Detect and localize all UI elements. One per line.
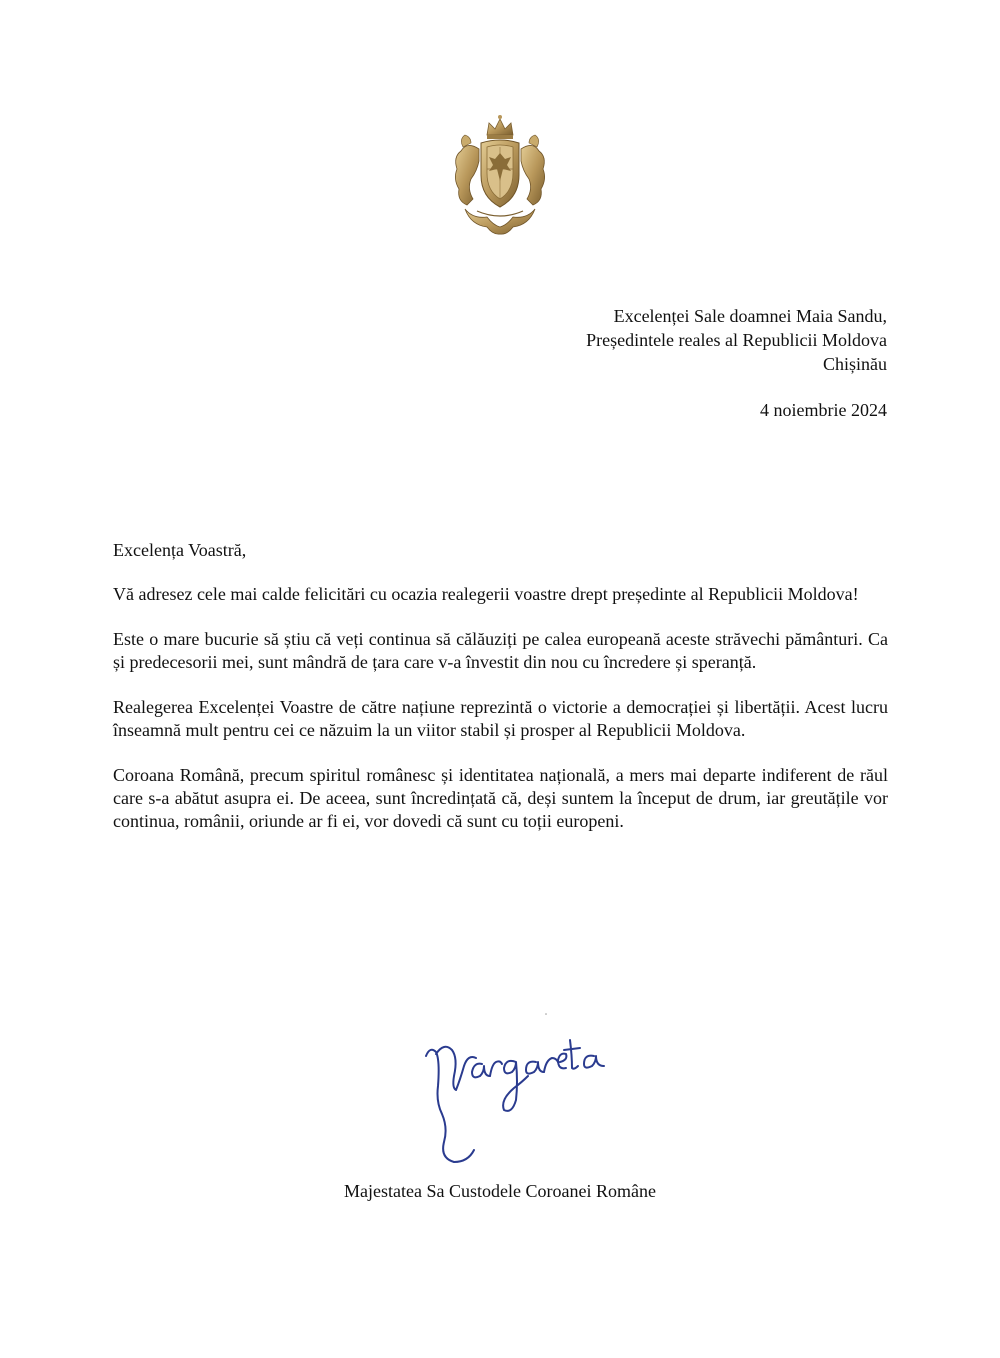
paragraph: Realegerea Excelenței Voastre de către națiune reprezintă o victorie a democrației și libertății. Acest lucru înseamnă mult pentru cei ce năzuim la un viitor stabil și prosper al Republicii Moldova. xyxy=(113,697,888,740)
recipient-line: Excelenței Sale doamnei Maia Sandu, xyxy=(613,306,887,326)
recipient-address xyxy=(387,304,887,376)
signatory-title: Majestatea Sa Custodele Coroanei Române xyxy=(344,1181,656,1201)
salutation: Excelența Voastră, xyxy=(113,540,247,560)
paragraph: Este o mare bucurie să știu că veți continua să călăuziți pe calea europeană aceste străvechi pământuri. Ca și predecesorii mei, sunt mândră de țara care v-a învestit din nou cu încredere și speranță. xyxy=(113,629,888,672)
paragraph: Coroana Română, precum spiritul românesc și identitatea națională, a mers mai departe indiferent de răul care s-a abătut asupra ei. De aceea, sunt încredințată că, deși suntem la început de drum, iar greutățile vor continua, românii, oriunde ar fi ei, vor dovedi că sunt cu toții europeni. xyxy=(113,765,888,831)
handwritten-signature xyxy=(420,1010,620,1170)
recipient-line: Președintele reales al Republicii Moldova xyxy=(586,330,887,350)
paragraph: Vă adresez cele mai calde felicitări cu ocazia realegerii voastre drept președinte al Republicii Moldova! xyxy=(113,584,859,604)
letter-date: 4 noiembrie 2024 xyxy=(760,400,887,420)
royal-coat-of-arms-icon xyxy=(443,113,557,235)
letter-body xyxy=(113,539,888,855)
recipient-line: Chișinău xyxy=(822,354,887,374)
